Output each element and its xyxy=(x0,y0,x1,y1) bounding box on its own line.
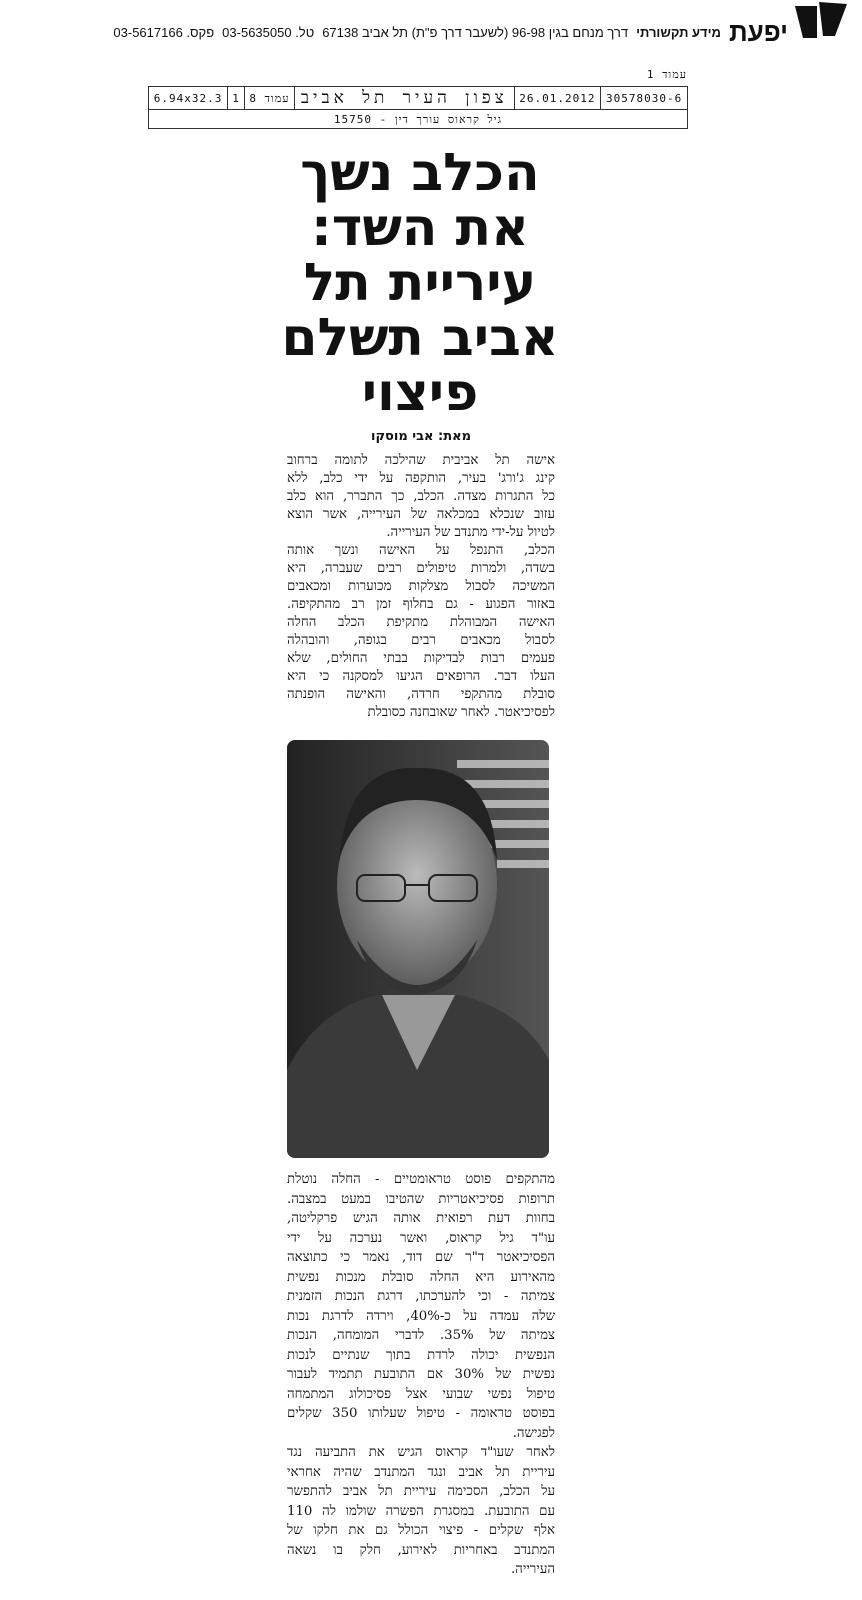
body-text-line: בשדה, ולמרות טיפולים רבים שעברה, היא xyxy=(287,561,555,576)
body-text-line: האישה המבוהלת מתקיפת הכלב החלה xyxy=(287,615,555,630)
letterhead xyxy=(60,18,788,46)
byline: מאת: אבי מוסקו xyxy=(371,429,471,444)
clipping-metadata-table xyxy=(148,86,688,129)
body-text-line: המתנדב באחריות לאירוע, חלק בו נשאה xyxy=(287,1542,555,1558)
phone: טל. 03-5635050 xyxy=(222,24,315,40)
body-text-line: הפסיכיאטר ד"ר שם דוד, נאמר כי כתוצאה xyxy=(287,1250,555,1265)
address: דרך מנחם בגין 96-98 (לשעבר דרך פ"ת) תל אביב 67138 xyxy=(322,24,629,40)
clip-id: 30578030-6 xyxy=(601,87,688,110)
article-body-bottom xyxy=(287,1170,555,1580)
article-body-top xyxy=(287,452,555,722)
clip-size: 6.94x32.3 xyxy=(149,87,228,110)
body-text-line: בחוות דעת רפואית אותה הגיש פרקליטה, xyxy=(287,1211,555,1226)
body-text-line: קינג ג'ורג' בעיר, הותקפה על ידי כלב, ללא xyxy=(287,471,555,486)
body-text-line: תרופות פסיכיאטריות שהטיבו במעט במצבה. xyxy=(287,1191,555,1207)
body-text-line: בפוסט טראומה - טיפול שעלותו 350 שקלים xyxy=(287,1406,555,1421)
body-text-line: העירייה. xyxy=(510,1562,555,1577)
headline-line: אביב תשלם xyxy=(281,308,559,368)
body-text-line: לפגישה. xyxy=(512,1425,555,1441)
body-text-line: מהתקפים פוסט טראומטיים - החלה נוטלת xyxy=(287,1172,555,1187)
body-text-line: עו"ד גיל קראוס, ואשר נערכה על ידי xyxy=(287,1230,555,1246)
body-text-line: צמיתה - וכי להערכתו, דרגת הנכות הזמנית xyxy=(287,1289,555,1304)
page-label: עמוד 1 xyxy=(646,68,687,81)
publication-name: צפון העיר תל אביב xyxy=(294,87,514,110)
headline-line: פיצוי xyxy=(361,363,479,423)
body-text-line: הכלב, התנפל על האישה ונשך אותה xyxy=(287,543,555,558)
body-text-line: עזוב שנכלא במכלאה של העירייה, אשר הוצא xyxy=(287,507,555,522)
clip-count: 1 xyxy=(228,87,245,110)
body-text-line: אישה תל אביבית שהילכה לתומה ברחוב xyxy=(287,453,555,468)
body-text-line: עם התובעת. במסגרת הפשרה שולמו לה 110 xyxy=(287,1503,555,1519)
headline-line: הכלב נשך xyxy=(300,143,540,203)
body-text-line: העלו דבר. הרופאים הגיעו למסקנה כי היא xyxy=(287,669,555,684)
brand-tagline: מידע תקשורתי xyxy=(636,24,721,40)
portrait-photo xyxy=(287,740,549,1158)
body-text-line: מהאירוע היא החלה סובלת מנכות נפשית xyxy=(287,1269,555,1285)
client-name: גיל קראוס עורך דין - 15750 xyxy=(149,110,688,129)
body-text-line: כל התגרות מצדה. הכלב, כך התברר, הוא כלב xyxy=(287,489,555,504)
clip-date: 26.01.2012 xyxy=(514,87,601,110)
body-text-line: אלף שקלים - פיצוי הכולל גם את חלקו של xyxy=(287,1523,555,1538)
body-text-line: לפסיכיאטר. לאחר שאובחנה כסובלת xyxy=(367,705,555,720)
body-text-line: לטיול על-ידי מתנדב של העירייה. xyxy=(386,525,555,540)
headline-line: את השד: xyxy=(310,198,529,258)
yifat-logo-icon xyxy=(795,2,847,38)
headline xyxy=(250,143,590,423)
fax: פקס. 03-5617166 xyxy=(113,24,215,40)
body-text-line: צמיתה של 35%. לדברי המומחה, הנכות xyxy=(287,1328,555,1343)
body-text-line: טיפול נפשי שבועי אצל פסיכולוג המתמחה xyxy=(287,1386,555,1402)
body-text-line: עיריית תל אביב ונגד המתנדב שהיה אחראי xyxy=(287,1464,555,1480)
body-text-line: לסבול מכאבים רבים בגופה, והובהלה xyxy=(287,633,555,648)
body-text-line: שלה עמדה על כ-40%, וירדה לדרגת נכות xyxy=(287,1308,555,1324)
clip-page: עמוד 8 xyxy=(244,87,294,110)
body-text-line: לאחר שעו"ד קראוס הגיש את התביעה נגד xyxy=(287,1445,555,1460)
body-text-line: סובלת מהתקפי חרדה, והאישה הופנתה xyxy=(287,687,555,702)
body-text-line: המשיכה לסבול מצלקות מכוערות ומכאבים xyxy=(287,579,555,594)
body-text-line: באזור הפגוע - גם בחלוף זמן רב מהתקיפה. xyxy=(287,597,555,612)
body-text-line: על הכלב, הסכימה עיריית תל אביב להתפשר xyxy=(287,1484,555,1499)
body-text-line: הנפשית יכולה לרדת בתוך שנתיים לנכות xyxy=(287,1347,555,1363)
brand-name: יפעת xyxy=(728,18,788,46)
headline-line: עיריית תל xyxy=(303,253,537,313)
body-text-line: נפשית של 30% אם התובעת תתמיד לעבור xyxy=(287,1367,555,1382)
body-text-line: פעמים רבות לבדיקות בבתי החולים, שלא xyxy=(287,651,555,666)
